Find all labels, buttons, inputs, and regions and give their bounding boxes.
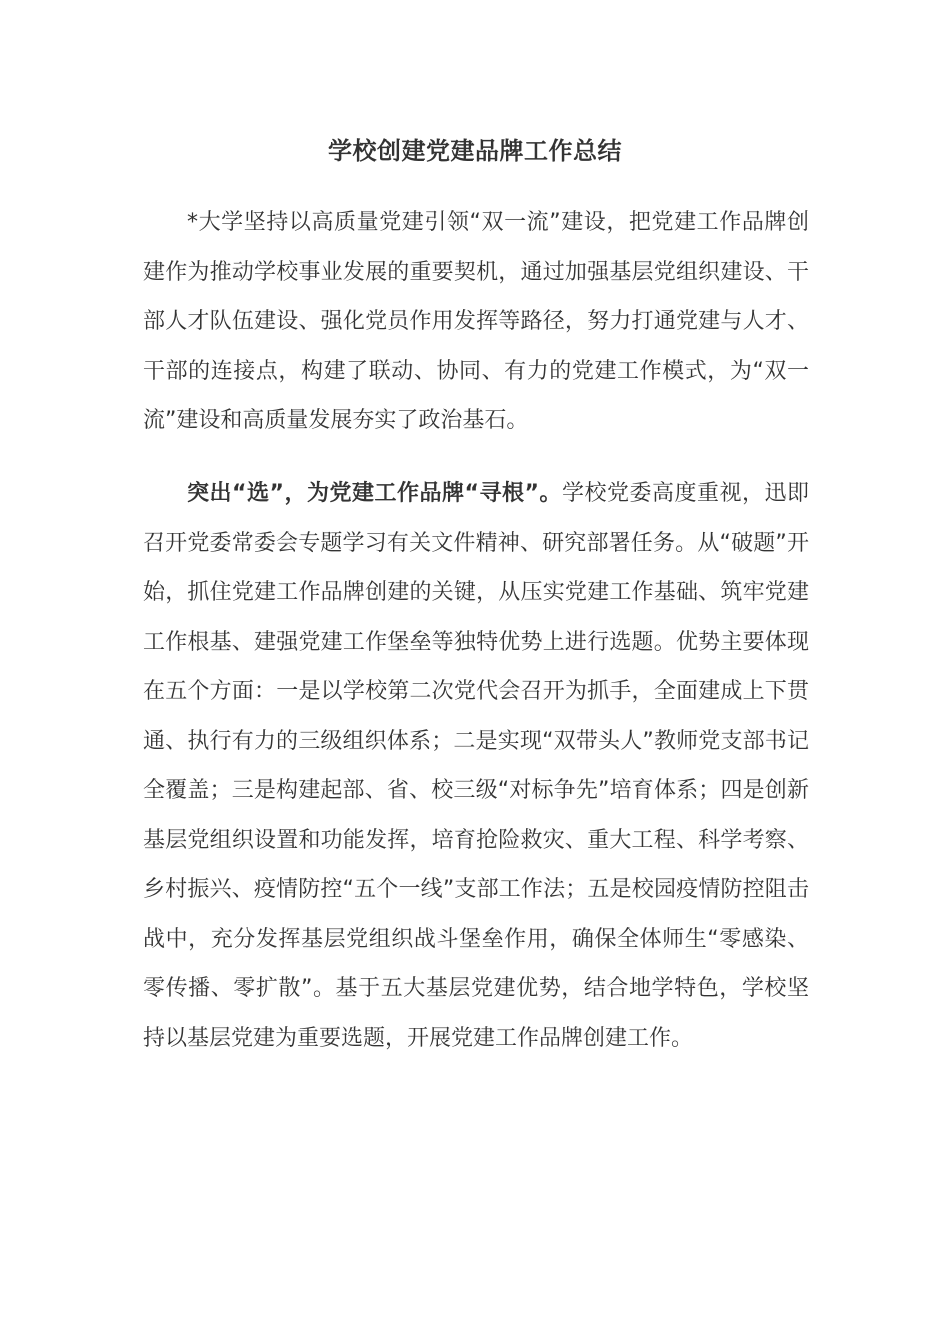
paragraph-select-body: 学校党委高度重视，迅即召开党委常委会专题学习有关文件精神、研究部署任务。从“破题”开始，抓住党建工作品牌创建的关键，从压实党建工作基础、筑牢党建工作根基、建强党建工作堡垒等独特优势上进行选题。优势主要体现在五个方面：一是以学校第二次党代会召开为抓手，全面建成上下贯通、执行有力的三级组织体系；二是实现“双带头人”教师党支部书记全覆盖；三是构建起部、省、校三级“对标争先”培育体系；四是创新基层党组织设置和功能发挥，培育抢险救灾、重大工程、科学考察、乡村振兴、疫情防控“五个一线”支部工作法；五是校园疫情防控阻击战中，充分发挥基层党组织战斗堡垒作用，确保全体师生“零感染、零传播、零扩散”。基于五大基层党建优势，结合地学特色，学校坚持以基层党建为重要选题，开展党建工作品牌创建工作。: [143, 481, 809, 1051]
paragraph-select: [143, 469, 809, 1063]
paragraph-intro: *大学坚持以高质量党建引领“双一流”建设，把党建工作品牌创建作为推动学校事业发展的重要契机，通过加强基层党组织建设、干部人才队伍建设、强化党员作用发挥等路径，努力打通党建与人才、干部的连接点，构建了联动、协同、有力的党建工作模式，为“双一流”建设和高质量发展夯实了政治基石。: [143, 210, 809, 433]
paragraph-select-heading: 突出“选”，为党建工作品牌“寻根”。: [187, 481, 562, 506]
document-title: 学校创建党建品牌工作总结: [328, 137, 622, 165]
